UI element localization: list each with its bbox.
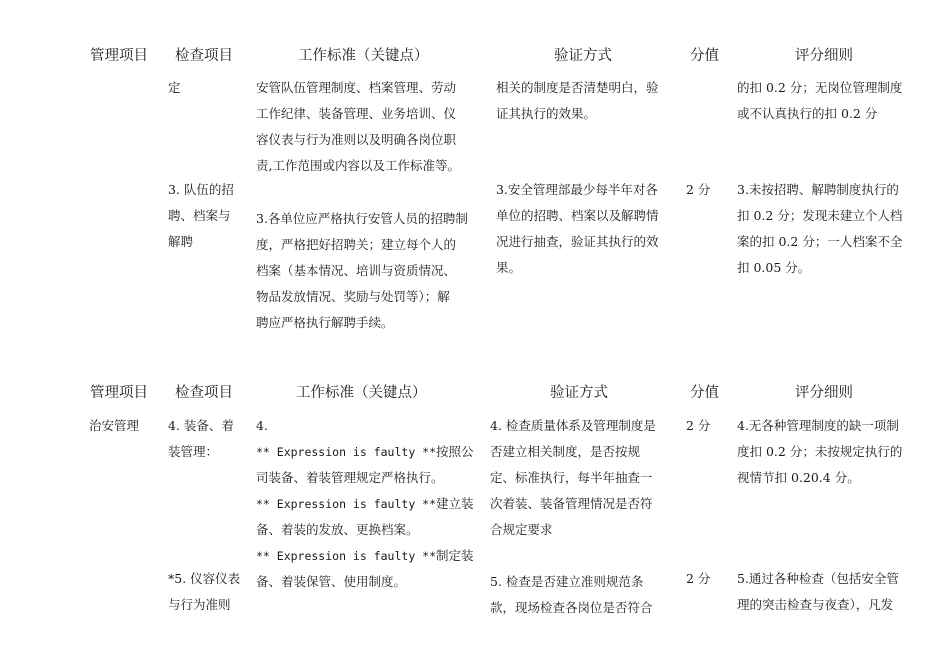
header-verify-method: 验证方式 (554, 48, 612, 64)
header-check-item: 检查项目 (175, 48, 233, 64)
standard-cell: 4. ** Expression is faulty **按照公 司装备、着装管理规定严格执行。 ** Expression is faulty **建立装 备、着装的发放、更换档案。 ** Expression is faulty **制定装 备、着装保管、使用制度。 (256, 418, 474, 589)
header-rules: 评分细则 (795, 385, 853, 401)
check-item-cell: 3. 队伍的招 聘、档案与 解聘 (168, 182, 234, 249)
score-cell: 2 分 (686, 182, 711, 197)
rules-cell: 4.无各种管理制度的缺一项制 度扣 0.2 分；未按规定执行的 视情节扣 0.20.4 分。 (737, 418, 903, 485)
mgmt-item-cell: 治安管理 (89, 418, 140, 433)
header-mgmt-item: 管理项目 (90, 385, 148, 401)
header-verify-method: 验证方式 (550, 385, 608, 401)
header-score: 分值 (690, 385, 719, 401)
header-work-standard: 工作标准（关键点） (298, 48, 429, 64)
check-item-cell: 4. 装备、着 装管理： (168, 418, 234, 459)
score-cell: 2 分 (686, 571, 711, 586)
rules-cell: 5.通过各种检查（包括安全管 理的突击检查与夜查），凡发 (737, 571, 899, 612)
verify-cell: 3.安全管理部最少每半年对各 单位的招聘、档案以及解聘情 况进行抽查，验证其执行的效 果。 (496, 182, 659, 275)
check-item-cell: *5. 仪容仪表 与行为准则 (168, 571, 241, 612)
rules-cell: 3.未按招聘、解聘制度执行的 扣 0.2 分；发现未建立个人档 案的扣 0.2 分；一人档案不全 扣 0.05 分。 (737, 182, 903, 275)
header-check-item: 检查项目 (175, 385, 233, 401)
header-work-standard: 工作标准（关键点） (296, 385, 427, 401)
standard-cell: 3.各单位应严格执行安管人员的招聘制 度，严格把好招聘关；建立每个人的 档案（基本情况、培训与资质情况、 物品发放情况、奖励与处罚等）；解 聘应严格执行解聘手续。 (256, 211, 468, 330)
score-cell: 2 分 (686, 418, 711, 433)
header-score: 分值 (690, 48, 719, 64)
standard-cell: 安管队伍管理制度、档案管理、劳动 工作纪律、装备管理、业务培训、仪 容仪表与行为准则以及明确各岗位职 责,工作范围或内容以及工作标准等。 (256, 80, 460, 173)
verify-cell: 相关的制度是否清楚明白，验 证其执行的效果。 (496, 80, 659, 121)
check-item-cell: 定 (168, 80, 181, 95)
rules-cell: 的扣 0.2 分；无岗位管理制度 或不认真执行的扣 0.2 分 (737, 80, 903, 121)
verify-cell: 4. 检查质量体系及管理制度是 否建立相关制度，是否按规 定、标准执行，每半年抽查一 次着装、装备管理情况是否符 合规定要求 (490, 418, 656, 537)
verify-cell: 5. 检查是否建立准则规范条 款，现场检查各岗位是否符合 (490, 574, 653, 615)
header-rules: 评分细则 (795, 48, 853, 64)
header-mgmt-item: 管理项目 (90, 48, 148, 64)
